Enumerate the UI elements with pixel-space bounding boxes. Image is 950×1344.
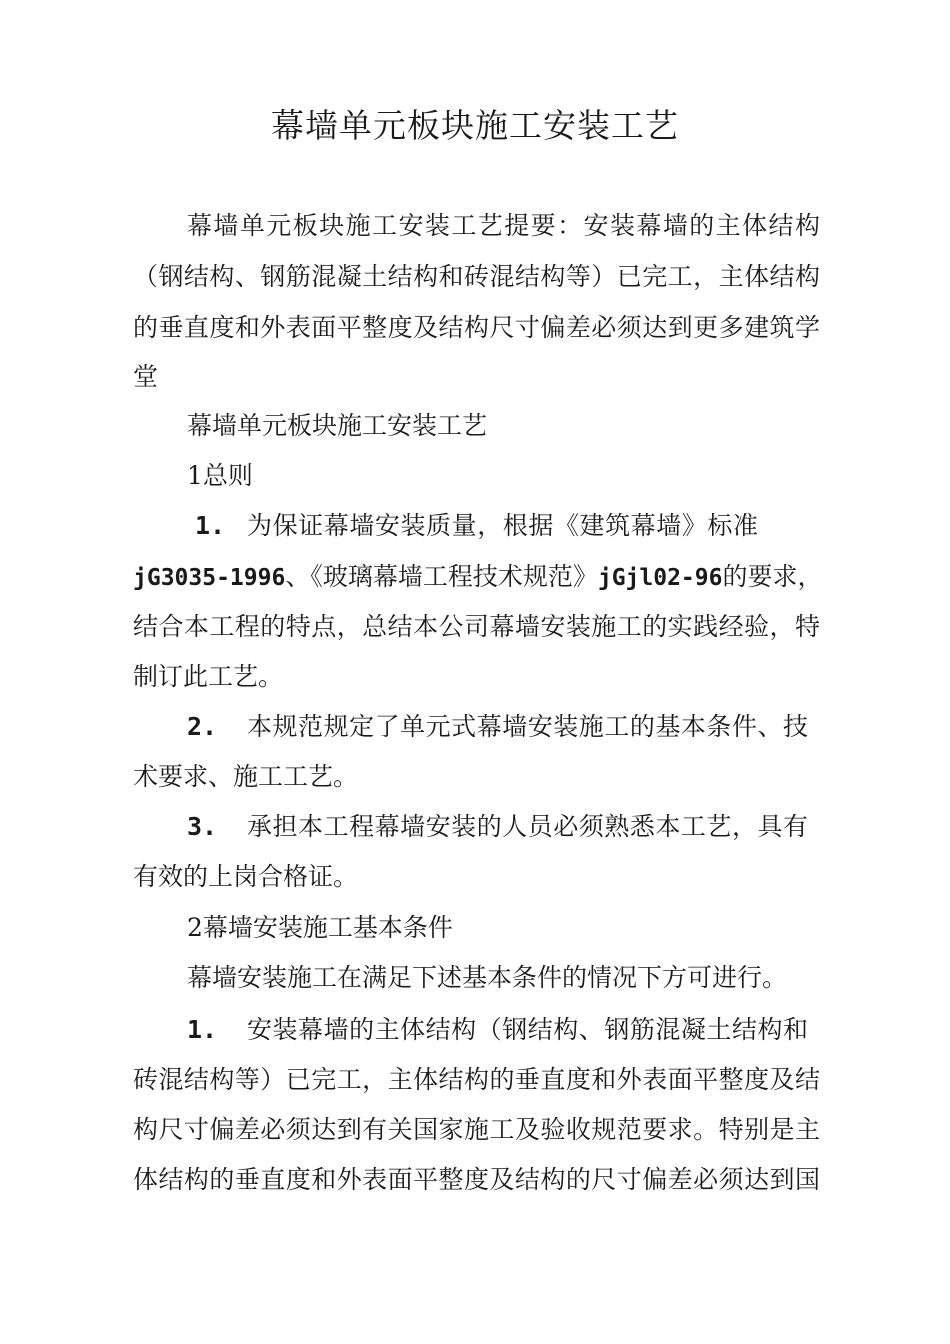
- section-heading: 2幕墙安装施工基本条件: [187, 913, 453, 942]
- paragraph-line: 安装幕墙的主体结构（钢结构、钢筋混凝土结构和: [247, 1015, 808, 1044]
- paragraph-line: 幕墙单元板块施工安装工艺提要：安装幕墙的主体结构: [187, 211, 820, 240]
- standard-code: jGjl02-96: [597, 565, 723, 591]
- standard-name: 、《玻璃幕墙工程技术规范》: [285, 562, 598, 591]
- item-number: 2.: [187, 712, 218, 741]
- paragraph-line: 的垂直度和外表面平整度及结构尺寸偏差必须达到更多建筑学: [133, 313, 820, 342]
- paragraph-line: 幕墙安装施工在满足下述基本条件的情况下方可进行。: [187, 963, 788, 992]
- paragraph-line: 体结构的垂直度和外表面平整度及结构的尺寸偏差必须达到国: [133, 1165, 820, 1194]
- standard-code: jG3035-1996: [133, 565, 286, 591]
- paragraph-line: 结合本工程的特点，总结本公司幕墙安装施工的实践经验，特: [133, 612, 820, 641]
- paragraph-text: 的要求，: [722, 562, 823, 591]
- item-number: 3.: [187, 812, 218, 841]
- paragraph-line: 承担本工程幕墙安装的人员必须熟悉本工艺，具有: [247, 812, 808, 841]
- paragraph-line: 制订此工艺。: [133, 662, 284, 691]
- paragraph-line: 构尺寸偏差必须达到有关国家施工及验收规范要求。特别是主: [133, 1115, 820, 1144]
- item-number: 1.: [187, 1015, 218, 1044]
- item-number: 1.: [195, 511, 226, 540]
- paragraph-line: 砖混结构等）已完工，主体结构的垂直度和外表面平整度及结: [133, 1065, 820, 1094]
- document-title: 幕墙单元板块施工安装工艺: [271, 106, 679, 145]
- paragraph-line: 为保证幕墙安装质量，根据《建筑幕墙》标准: [247, 511, 758, 540]
- section-subtitle: 幕墙单元板块施工安装工艺: [187, 411, 488, 440]
- paragraph-line: 堂: [133, 362, 159, 391]
- standard-reference-line: [133, 559, 822, 596]
- section-heading: 1总则: [187, 461, 253, 490]
- paragraph-line: 本规范规定了单元式幕墙安装施工的基本条件、技: [247, 712, 808, 741]
- paragraph-line: 术要求、施工工艺。: [133, 762, 359, 791]
- paragraph-line: 有效的上岗合格证。: [133, 862, 359, 891]
- paragraph-line: （钢结构、钢筋混凝土结构和砖混结构等）已完工，主体结构: [133, 262, 820, 291]
